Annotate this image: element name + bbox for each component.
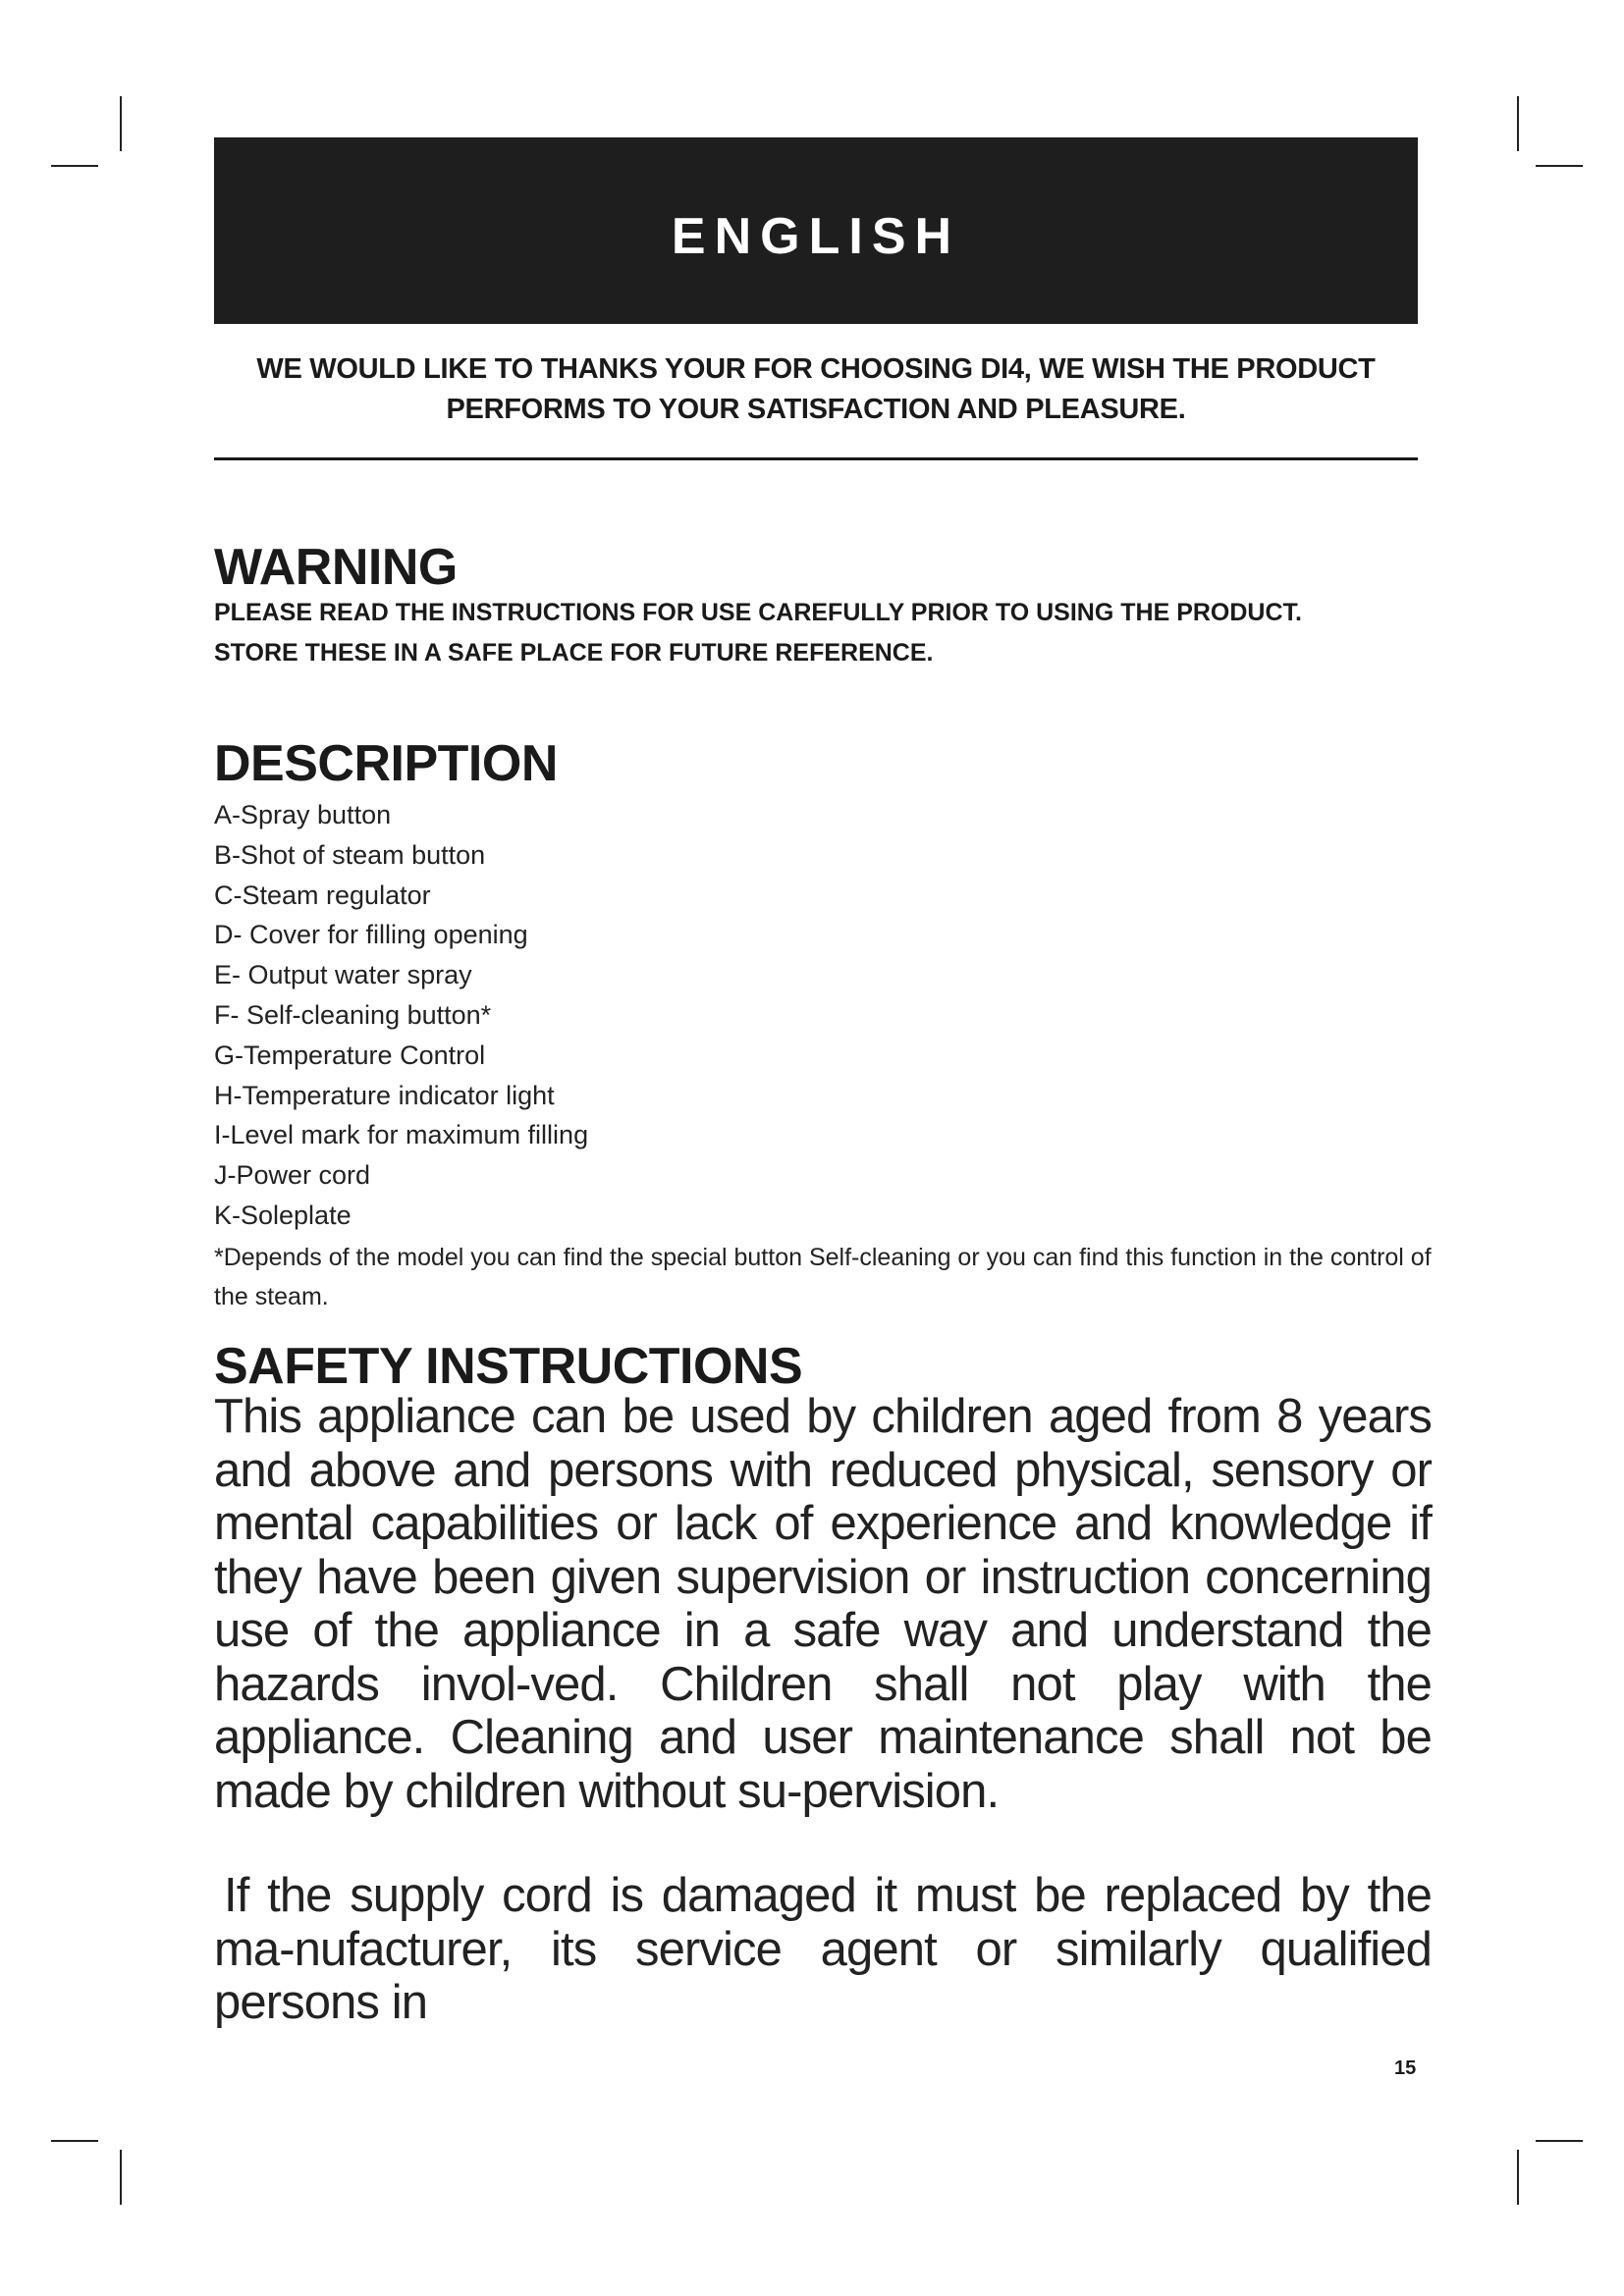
warning-line: PLEASE READ THE INSTRUCTIONS FOR USE CAREFULLY PRIOR TO USING THE PRODUCT. [214,599,1302,626]
language-banner [214,137,1418,324]
description-list [214,795,1432,1236]
safety-heading: SAFETY INSTRUCTIONS [214,1338,803,1395]
description-item: B-Shot of steam button [214,839,486,870]
crop-mark [120,96,122,151]
warning-text [214,593,1432,673]
description-heading: DESCRIPTION [214,735,558,792]
crop-mark [120,2150,122,2205]
divider [214,457,1418,460]
description-item: F- Self-cleaning button* [214,999,492,1030]
description-item: E- Output water spray [214,960,472,990]
warning-line: STORE THESE IN A SAFE PLACE FOR FUTURE REFERENCE. [214,639,934,667]
page-number: 15 [1394,2057,1417,2079]
description-item: I-Level mark for maximum filling [214,1120,589,1150]
description-item: C-Steam regulator [214,880,431,910]
safety-paragraph-2: If the supply cord is damaged it must be replaced by the ma-nufacturer, its service agent or similarly qualified persons in [214,1869,1432,2029]
description-item: H-Temperature indicator light [214,1080,555,1110]
crop-mark [1517,96,1519,151]
crop-mark [51,2140,98,2142]
warning-heading: WARNING [214,539,458,596]
crop-mark [51,165,98,167]
thanks-text: WE WOULD LIKE TO THANKS YOUR FOR CHOOSING DI4, WE WISH THE PRODUCT PERFORMS TO YOUR SATISFACTION AND PLEASURE. [256,353,1376,425]
description-item: A-Spray button [214,800,392,829]
description-item: J-Power cord [214,1160,371,1191]
description-item: K-Soleplate [214,1200,352,1230]
description-item: D- Cover for filling opening [214,920,528,950]
crop-mark [1517,2150,1519,2205]
description-note: *Depends of the model you can find the special button Self-cleaning or you can find this function in the control of the steam. [214,1244,1432,1310]
crop-mark [1536,165,1583,167]
safety-paragraph-1: This appliance can be used by children aged from 8 years and above and persons with reduced physical, sensory or mental capabilities or lack of experience and knowledge if they have been given supervision or instruction concerning use of the appliance in a safe way and understand the hazards invol-ved. Children shall not play with the appliance. Cleaning and user maintenance shall not be made by children without su-pervision. [214,1390,1432,1818]
crop-mark [1536,2140,1583,2142]
description-item: G-Temperature Control [214,1040,486,1070]
banner-title: ENGLISH [671,208,961,265]
